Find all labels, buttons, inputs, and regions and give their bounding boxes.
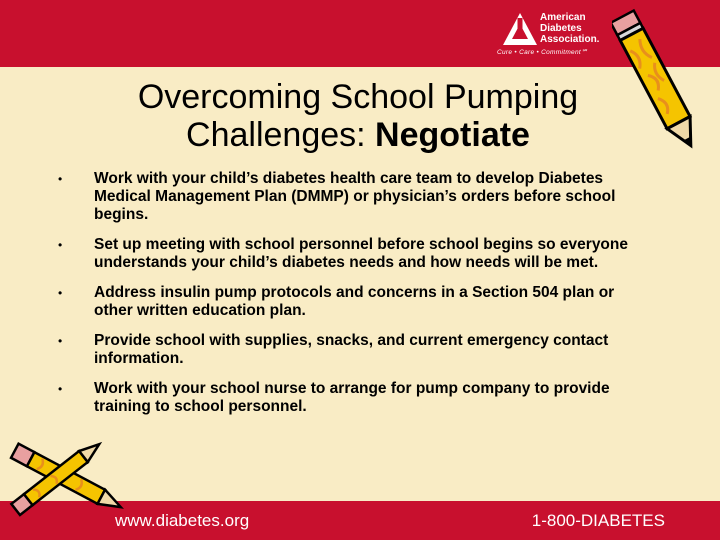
crossed-pencils-icon — [0, 430, 130, 540]
list-item — [56, 284, 646, 320]
bullet-text: Work with your child’s diabetes health care team to develop Diabetes Medical Management Plan (DMMP) or physician’s orders before school begins. — [94, 170, 616, 223]
list-item — [56, 332, 646, 368]
bullet-text: Address insulin pump protocols and concerns in a Section 504 plan or other written education plan. — [94, 284, 615, 319]
list-item — [56, 236, 646, 272]
bullet-text: Work with your school nurse to arrange for pump company to provide training to school personnel. — [94, 380, 610, 415]
title-line-2-plain: Challenges: — [186, 116, 376, 154]
title-line-2-bold: Negotiate — [375, 116, 530, 154]
bullet-text: Set up meeting with school personnel before school begins so everyone understands your child’s diabetes needs and how needs will be met. — [94, 236, 628, 271]
bullet-marker: • — [58, 238, 63, 252]
bullet-list — [56, 170, 646, 428]
logo-tagline: Cure • Care • Commitment℠ — [497, 49, 588, 56]
bullet-marker: • — [58, 382, 63, 396]
bullet-marker: • — [58, 334, 63, 348]
website-link[interactable]: www.diabetes.org — [115, 511, 250, 530]
logo-line-2: Diabetes — [540, 23, 582, 34]
list-item — [56, 380, 646, 416]
logo-line-1: American — [540, 12, 586, 23]
bullet-marker: • — [58, 286, 63, 300]
bullet-marker: • — [58, 172, 63, 186]
logo-wordmark — [540, 12, 599, 45]
ada-logo — [496, 8, 626, 60]
logo-line-3: Association. — [540, 34, 600, 45]
bullet-text: Provide school with supplies, snacks, and current emergency contact information. — [94, 332, 609, 367]
list-item — [56, 170, 646, 224]
slide-title — [88, 78, 628, 154]
title-line-2 — [88, 116, 628, 154]
phone-number: 1-800-DIABETES — [531, 511, 665, 530]
ada-triangle-logo-icon — [502, 12, 538, 46]
title-line-1: Overcoming School Pumping — [137, 78, 579, 116]
